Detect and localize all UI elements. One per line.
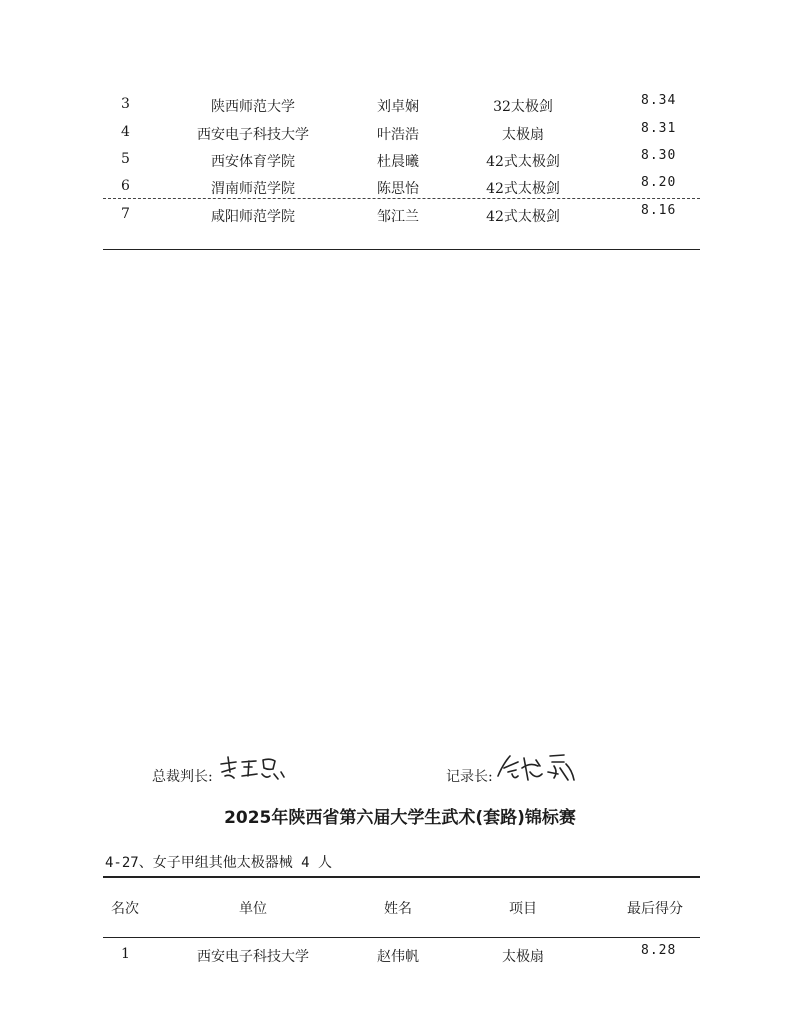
chief-referee-signature xyxy=(218,752,290,784)
rank-cell: 5 xyxy=(121,151,130,167)
rank-cell: 4 xyxy=(121,124,130,140)
event-group-subtitle: 4-27、女子甲组其他太极器械 4 人 xyxy=(105,855,333,871)
score-cell: 8.34 xyxy=(641,93,677,108)
recorder-label: 记录长: xyxy=(446,769,493,785)
rank-cell: 7 xyxy=(121,206,130,222)
rank-cell: 3 xyxy=(121,96,130,112)
score-cell: 8.16 xyxy=(641,203,677,218)
header-rank: 名次 xyxy=(111,901,139,917)
score-cell: 8.20 xyxy=(641,175,677,190)
header-bottom-rule xyxy=(103,937,700,938)
rank-cell: 1 xyxy=(121,946,130,962)
page-title: 2025年陕西省第六届大学生武术(套路)锦标赛 xyxy=(224,808,576,828)
table-row: 7 咸阳师范学院 邹江兰 42式太极剑 8.16 xyxy=(121,203,677,225)
table-bottom-rule xyxy=(103,249,700,250)
table-row: 4 西安电子科技大学 叶浩浩 太极扇 8.31 xyxy=(121,121,677,143)
score-cell: 8.30 xyxy=(641,148,677,163)
table-top-rule xyxy=(103,876,700,878)
chief-referee-label: 总裁判长: xyxy=(152,769,213,785)
rank-cell: 6 xyxy=(121,178,130,194)
table-row: 1 西安电子科技大学 赵伟帆 太极扇 8.28 xyxy=(121,943,677,965)
recorder-signature xyxy=(494,750,578,786)
table-header: 名次 单位 姓名 项目 最后得分 xyxy=(103,898,700,920)
table-row: 5 西安体育学院 杜晨曦 42式太极剑 8.30 xyxy=(121,148,677,170)
header-score: 最后得分 xyxy=(627,901,683,917)
qualification-divider xyxy=(103,198,700,199)
score-cell: 8.31 xyxy=(641,121,677,136)
table-row: 6 渭南师范学院 陈思怡 42式太极剑 8.20 xyxy=(121,175,677,197)
table-row: 3 陕西师范大学 刘卓娴 32太极剑 8.34 xyxy=(121,93,677,115)
score-cell: 8.28 xyxy=(641,943,677,958)
